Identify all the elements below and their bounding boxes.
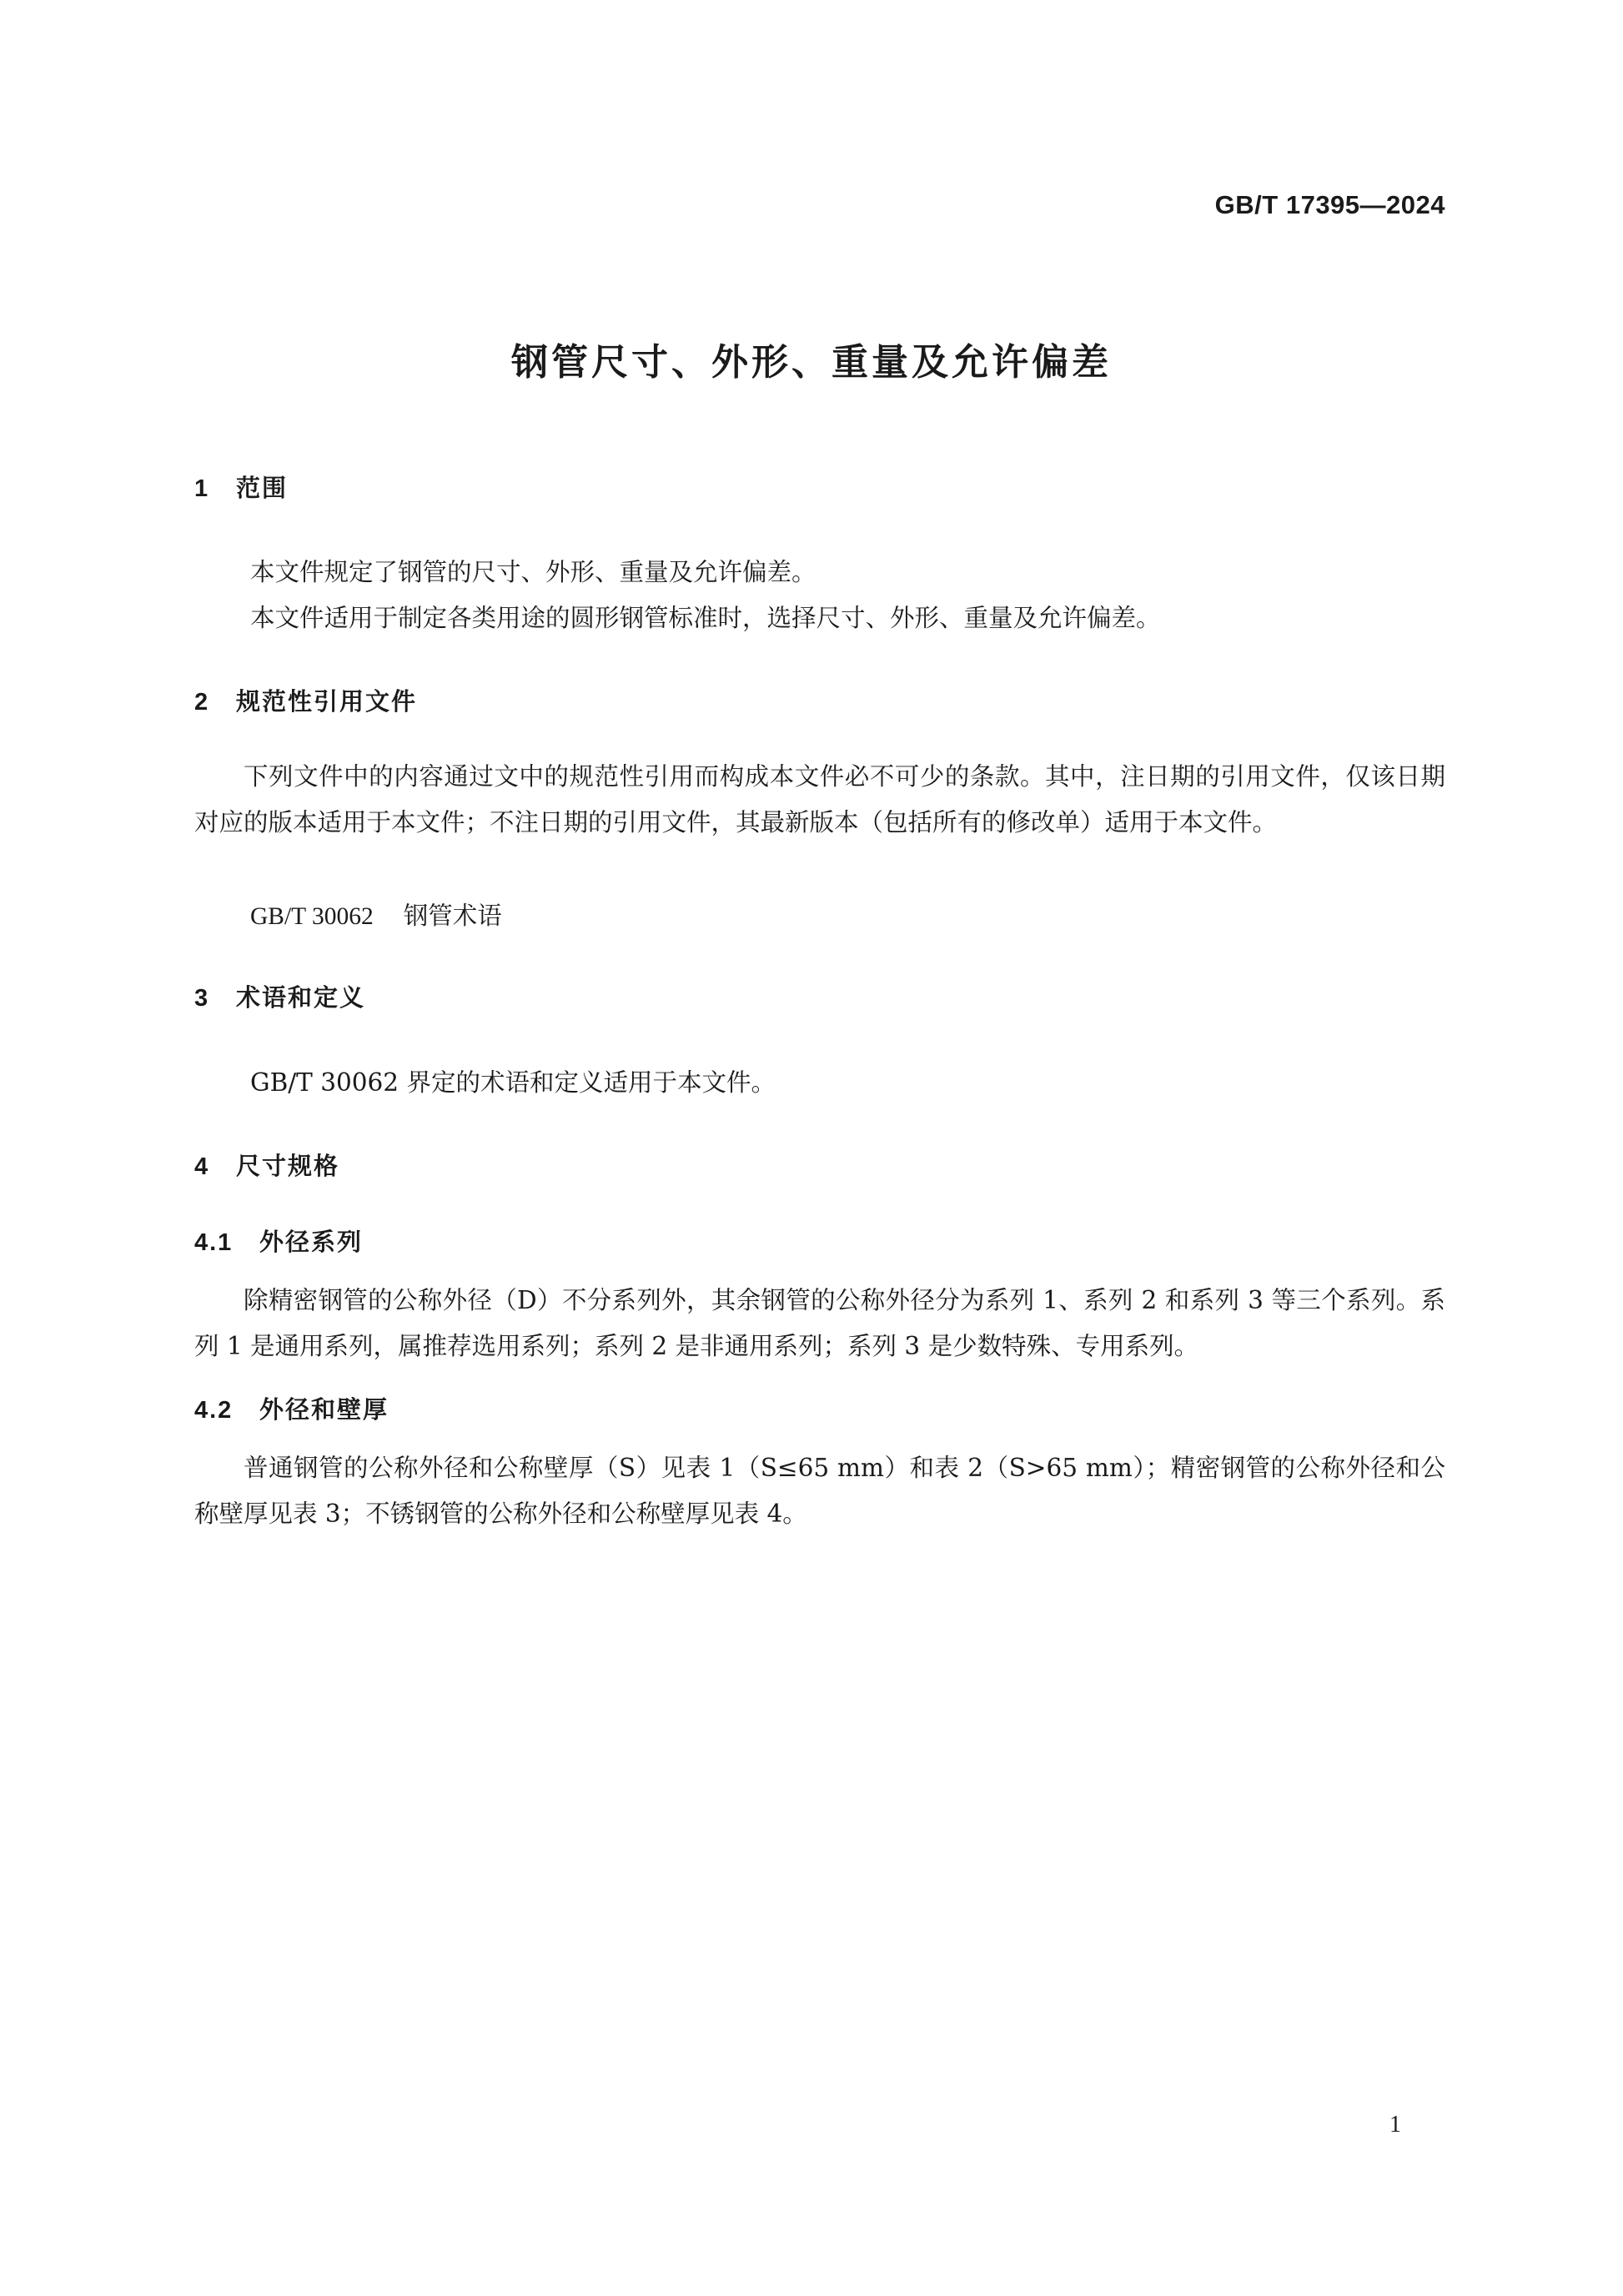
paragraph: 本文件适用于制定各类用途的圆形钢管标准时，选择尺寸、外形、重量及允许偏差。 xyxy=(250,604,1161,632)
paragraph: 本文件规定了钢管的尺寸、外形、重量及允许偏差。 xyxy=(250,558,817,586)
reference-title: 钢管术语 xyxy=(403,902,502,930)
section-number: 1 xyxy=(194,475,210,502)
section-title: 范围 xyxy=(236,474,289,502)
reference-item xyxy=(250,897,502,932)
section-title: 术语和定义 xyxy=(236,983,366,1012)
section-number: 2 xyxy=(194,689,210,716)
section-heading-terms xyxy=(194,979,365,1013)
section-number: 4 xyxy=(194,1153,210,1180)
subsection-title: 外径系列 xyxy=(259,1228,364,1256)
page-number: 1 xyxy=(1389,2112,1401,2138)
subsection-heading-od-series xyxy=(194,1223,363,1258)
subsection-number: 4.2 xyxy=(194,1397,234,1424)
paragraph: GB/T 30062 界定的术语和定义适用于本文件。 xyxy=(250,1068,776,1097)
subsection-title: 外径和壁厚 xyxy=(259,1395,389,1424)
paragraph: 下列文件中的内容通过文中的规范性引用而构成本文件必不可少的条款。其中，注日期的引用文件，仅该日期对应的版本适用于本文件；不注日期的引用文件，其最新版本（包括所有的修改单）适用于本文件。 xyxy=(194,762,1445,837)
standard-code: GB/T 17395—2024 xyxy=(1214,190,1445,219)
document-title: 钢管尺寸、外形、重量及允许偏差 xyxy=(511,341,1112,384)
reference-id: GB/T 30062 xyxy=(250,903,374,930)
section-number: 3 xyxy=(194,985,210,1012)
section-heading-scope xyxy=(194,470,288,504)
subsection-heading-od-wall-thickness xyxy=(194,1391,389,1425)
paragraph: 普通钢管的公称外径和公称壁厚（S）见表 1（S≤65 mm）和表 2（S>65 mm）；精密钢管的公称外径和公称壁厚见表 3；不锈钢管的公称外径和公称壁厚见表 4。 xyxy=(194,1454,1445,1528)
section-title: 尺寸规格 xyxy=(236,1152,340,1180)
subsection-number: 4.1 xyxy=(194,1229,234,1256)
section-title: 规范性引用文件 xyxy=(236,687,418,716)
section-heading-normative-references xyxy=(194,683,417,717)
paragraph: 除精密钢管的公称外径（D）不分系列外，其余钢管的公称外径分为系列 1、系列 2 和系列 3 等三个系列。系列 1 是通用系列，属推荐选用系列；系列 2 是非通用系列；系列 3 是少数特殊、专用系列。 xyxy=(194,1286,1445,1360)
section-heading-dimensions xyxy=(194,1148,339,1182)
